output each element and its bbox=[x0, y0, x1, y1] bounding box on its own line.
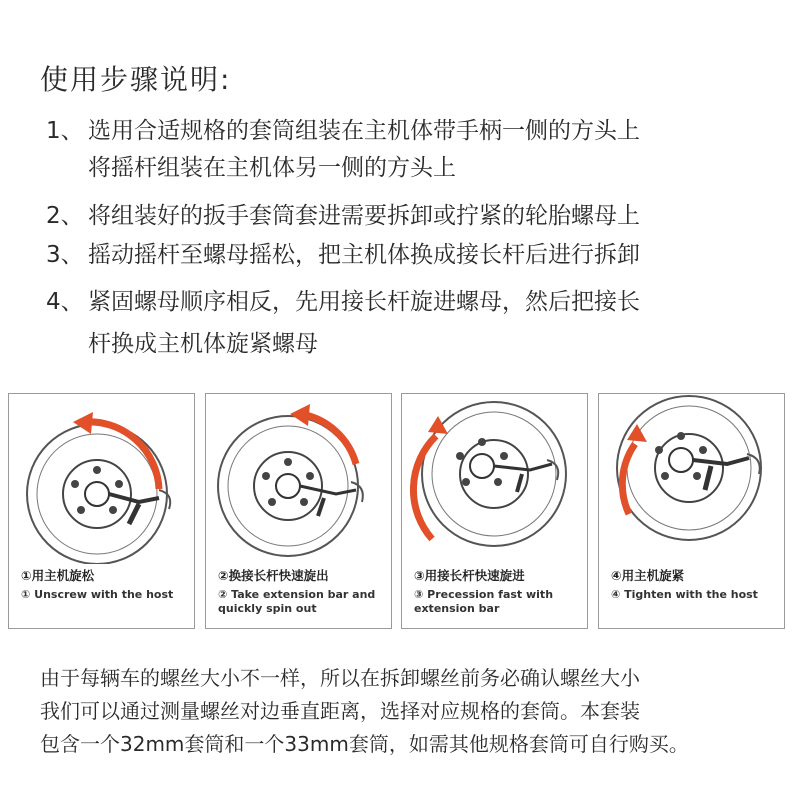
wheel-with-wrench-icon bbox=[599, 394, 785, 564]
panel-1-unscrew bbox=[8, 393, 195, 629]
step-1-text-line2: 将摇杆组装在主机体另一侧的方头上 bbox=[88, 155, 456, 181]
step-4 bbox=[46, 283, 640, 316]
wheel-with-extension-bar-icon bbox=[402, 394, 588, 564]
step-3-number: 3、 bbox=[46, 242, 84, 268]
instructions-heading: 使用步骤说明: bbox=[40, 63, 232, 96]
panel-3-caption-en: ③ Precession fast with extension bar bbox=[414, 588, 554, 615]
step-2-text: 将组装好的扳手套筒套进需要拆卸或拧紧的轮胎螺母上 bbox=[88, 203, 640, 229]
panel-3-caption-zh: ③用接长杆快速旋进 bbox=[414, 568, 525, 583]
panel-4-caption-zh: ④用主机旋紧 bbox=[611, 568, 685, 583]
step-3-text: 摇动摇杆至螺母摇松，把主机体换成接长杆后进行拆卸 bbox=[88, 242, 640, 268]
step-3 bbox=[46, 236, 640, 269]
wheel-with-extension-bar-icon bbox=[206, 394, 392, 564]
step-4-text: 紧固螺母顺序相反，先用接长杆旋进螺母，然后把接长 bbox=[88, 289, 640, 315]
step-4-text-line2: 杆换成主机体旋紧螺母 bbox=[88, 331, 318, 357]
panel-4-tighten bbox=[598, 393, 785, 629]
wheel-with-wrench-icon bbox=[9, 394, 195, 564]
step-2-number: 2、 bbox=[46, 203, 84, 229]
note-line-1: 由于每辆车的螺丝大小不一样，所以在拆卸螺丝前务必确认螺丝大小 bbox=[40, 666, 640, 690]
note-line-3: 包含一个32mm套筒和一个33mm套筒，如需其他规格套筒可自行购买。 bbox=[40, 732, 689, 756]
panel-2-spin-out bbox=[205, 393, 392, 629]
step-2 bbox=[46, 197, 640, 230]
panel-3-spin-in bbox=[401, 393, 588, 629]
step-4-number: 4、 bbox=[46, 289, 84, 315]
step-1 bbox=[46, 112, 640, 145]
panel-2-caption-zh: ②换接长杆快速旋出 bbox=[218, 568, 329, 583]
panel-1-caption-en: ① Unscrew with the host bbox=[21, 588, 174, 601]
panel-2-caption-en: ② Take extension bar and quickly spin out bbox=[218, 588, 376, 615]
note-line-2: 我们可以通过测量螺丝对边垂直距离，选择对应规格的套筒。本套装 bbox=[40, 699, 640, 723]
panel-1-caption-zh: ①用主机旋松 bbox=[21, 568, 95, 583]
step-1-text: 选用合适规格的套筒组装在主机体带手柄一侧的方头上 bbox=[88, 118, 640, 144]
panel-4-caption-en: ④ Tighten with the host bbox=[611, 588, 758, 601]
step-1-number: 1、 bbox=[46, 118, 84, 144]
